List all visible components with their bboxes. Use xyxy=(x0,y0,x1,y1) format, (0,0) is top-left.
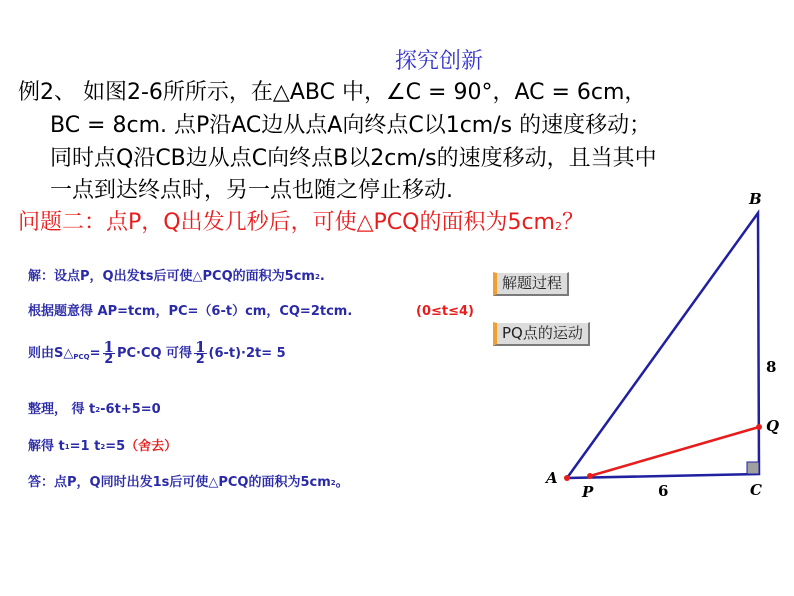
side-bc-length: 8 xyxy=(766,358,777,376)
point-q xyxy=(756,424,762,430)
solution-solve: 解得 t xyxy=(28,439,65,454)
solution-area-formula: PC·CQ 可得 xyxy=(116,346,193,361)
label-p: P xyxy=(582,483,594,501)
solution-simplify-sup: 2 xyxy=(95,406,101,414)
solution-area-eq: = xyxy=(89,346,101,361)
problem-line-4: 一点到达终点时，另一点也随之停止移动. xyxy=(50,178,453,203)
fraction-numerator: 1 xyxy=(103,338,114,356)
label-q: Q xyxy=(766,417,780,435)
solution-let-end: . xyxy=(319,269,325,284)
page-title: 探究创新 xyxy=(395,49,484,74)
problem-line-1: 例2、 如图2-6所所示，在△ABC 中，∠C = 90°，AC = 6cm， xyxy=(18,80,647,105)
solution-conditions: 根据题意得 AP=tcm，PC=（6-t）cm，CQ=2tcm. xyxy=(28,304,353,319)
solution-t2-sub: 2 xyxy=(100,443,106,451)
pq-motion-button[interactable]: PQ点的运动 xyxy=(493,322,590,346)
right-angle-marker xyxy=(747,462,759,474)
question-sup: 2 xyxy=(554,220,562,233)
question-end: ？ xyxy=(561,210,584,235)
problem-line-2: BC = 8cm. 点P沿AC边从点A向终点C以1cm/s 的速度移动； xyxy=(50,113,652,138)
solution-t2: =5 xyxy=(105,439,126,454)
fraction-numerator-2: 1 xyxy=(195,338,206,356)
question-text: 问题二：点P，Q出发几秒后，可使△PCQ的面积为5cm xyxy=(18,210,555,235)
solution-simplify-eq: -6t+5=0 xyxy=(100,402,161,417)
triangle-abc xyxy=(567,213,759,478)
label-b: B xyxy=(749,190,762,208)
solution-t1: =1 t xyxy=(69,439,101,454)
solution-answer-sup: 2 xyxy=(330,479,336,487)
solution-answer: 答：点P，Q同时出发1s后可使△PCQ的面积为5cm xyxy=(28,475,331,490)
solution-t1-sub: 1 xyxy=(64,443,70,451)
solution-process-button[interactable]: 解题过程 xyxy=(493,272,569,296)
label-a: A xyxy=(546,469,558,487)
solution-range: (0≤t≤4) xyxy=(416,304,474,319)
solution-area-label: 则由S△ xyxy=(28,346,74,361)
segment-pq xyxy=(590,427,759,476)
solution-area-result: (6-t)·2t= 5 xyxy=(208,346,286,361)
solution-simplify: 整理， 得 t xyxy=(28,402,96,417)
solution-area-sub: PCQ xyxy=(73,353,90,361)
problem-line-3: 同时点Q沿CB边从点C向终点B以2cm/s的速度移动，且当其中 xyxy=(50,146,657,171)
fraction-denominator-2: 2 xyxy=(195,352,205,367)
solution-answer-end: 。 xyxy=(335,475,349,490)
fraction-denominator: 2 xyxy=(104,352,114,367)
solution-discard-note: （舍去） xyxy=(125,439,178,454)
side-ac-length: 6 xyxy=(658,482,669,500)
point-a xyxy=(564,475,570,481)
solution-let: 解：设点P，Q出发ts后可使△PCQ的面积为5cm xyxy=(28,269,315,284)
point-p xyxy=(587,473,593,479)
solution-let-sup: 2 xyxy=(314,273,320,281)
label-c: C xyxy=(750,481,762,499)
